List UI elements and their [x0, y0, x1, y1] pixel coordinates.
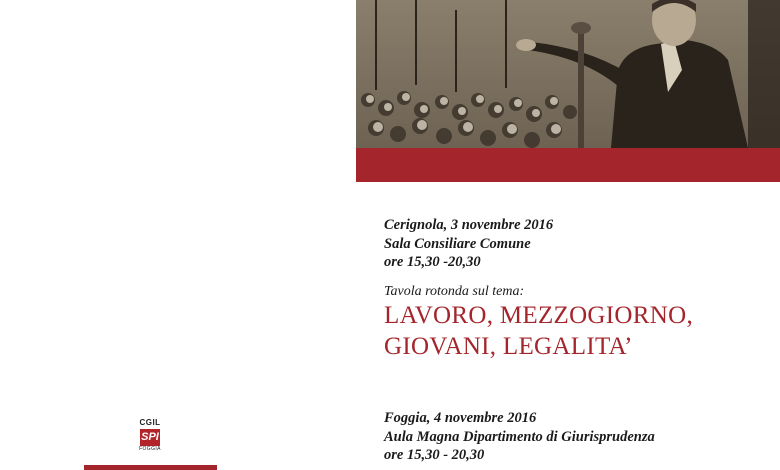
theme-line-1: LAVORO, MEZZOGIORNO, — [384, 302, 694, 329]
event-cerignola — [384, 216, 553, 272]
event-foggia — [384, 409, 655, 465]
event-place-date: Cerignola, 3 novembre 2016 — [384, 217, 554, 233]
theme-title — [384, 300, 693, 362]
theme-line-2: GIOVANI, LEGALITA’ — [384, 333, 633, 360]
event-time: ore 15,30 - 20,30 — [384, 447, 485, 463]
round-table-intro: Tavola rotonda sul tema: — [384, 284, 525, 299]
logo-union-badge: SPI — [140, 429, 160, 446]
rally-photo — [356, 0, 780, 148]
event-time: ore 15,30 -20,30 — [384, 254, 481, 270]
logo-org-text: CGIL — [139, 418, 161, 427]
red-accent-band — [356, 148, 780, 182]
event-venue: Aula Magna Dipartimento di Giurisprudenza — [384, 428, 655, 445]
event-place-date: Foggia, 4 novembre 2016 — [384, 410, 537, 426]
left-red-band — [84, 465, 217, 470]
event-venue: Sala Consiliare Comune — [384, 235, 531, 252]
logo-city-text: FOGGIA — [139, 446, 161, 452]
cgil-spi-logo — [132, 418, 168, 453]
rally-photo-illustration — [356, 0, 780, 148]
